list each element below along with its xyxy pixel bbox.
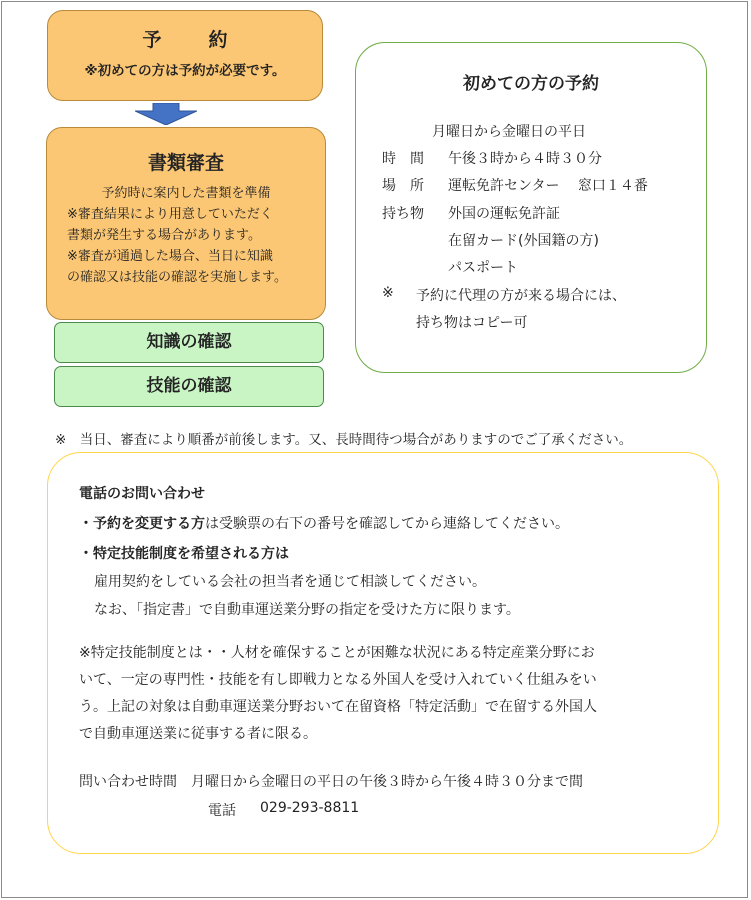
document-line: の確認又は技能の確認を実施します。: [67, 270, 287, 285]
change-reservation-bold: ・予約を変更する方: [79, 516, 205, 532]
reservation-box: [47, 10, 323, 101]
items-label: 持ち物: [382, 206, 424, 222]
specified-skill-text: 雇用契約をしている会社の担当者を通じて相談してください。: [94, 574, 486, 590]
item-text: 外国の運転免許証: [448, 206, 560, 222]
skill-check-box: 技能の確認: [54, 366, 324, 407]
phone-label: 電話: [208, 803, 236, 819]
time-value: 午後３時から４時３０分: [448, 151, 602, 167]
general-note: ※ 当日、審査により順番が前後します。又、長時間待つ場合がありますのでご了承ください。: [55, 432, 633, 448]
first-time-title: 初めての方の予約: [463, 74, 599, 94]
document-line: ※審査結果により用意していただく: [67, 207, 273, 222]
place-value: 運転免許センター 窓口１４番: [448, 178, 648, 194]
item-text: パスポート: [448, 260, 518, 276]
document-review-box: [46, 127, 326, 320]
proxy-note: 持ち物はコピー可: [416, 315, 528, 331]
change-reservation-line: [79, 513, 569, 533]
phone-inquiry-box: [47, 452, 719, 854]
change-reservation-text: は受験票の右下の番号を確認してから連絡してください。: [205, 516, 569, 532]
document-line: 書類が発生する場合があります。: [67, 228, 261, 243]
note-mark: ※: [382, 285, 394, 301]
definition-line: ※特定技能制度とは・・人材を確保することが困難な状況にある特定産業分野にお: [79, 645, 595, 661]
place-label: 場 所: [382, 178, 424, 194]
document-line: ※審査が通過した場合、当日に知識: [67, 249, 273, 264]
phone-inquiry-heading: 電話のお問い合わせ: [79, 486, 205, 502]
specified-skill-heading: ・特定技能制度を希望される方は: [79, 546, 289, 562]
time-label: 時 間: [382, 151, 424, 167]
document-review-title: 書類審査: [147, 152, 224, 174]
definition-line: いて、一定の専門性・技能を有し即戦力となる外国人を受け入れていく仕組みをい: [79, 672, 597, 688]
first-time-reservation-box: [355, 42, 707, 373]
days-text: 月曜日から金曜日の平日: [432, 124, 586, 140]
specified-skill-text: なお、「指定書」で自動車運送業分野の指定を受けた方に限ります。: [94, 602, 520, 618]
phone-number: 029-293-8811: [260, 800, 360, 816]
definition-line: で自動車運送業に従事する者に限る。: [79, 726, 317, 742]
inquiry-hours: 問い合わせ時間 月曜日から金曜日の平日の午後３時から午後４時３０分まで間: [79, 774, 583, 790]
definition-line: う。上記の対象は自動車運送業分野おいて在留資格「特定活動」で在留する外国人: [79, 699, 597, 715]
proxy-note: 予約に代理の方が来る場合には、: [416, 288, 626, 304]
reservation-title: 予 約: [142, 29, 242, 51]
down-arrow-icon: [135, 103, 197, 125]
item-text: 在留カード(外国籍の方): [448, 233, 599, 249]
reservation-note: ※初めての方は予約が必要です。: [84, 63, 286, 79]
knowledge-check-box: 知識の確認: [54, 322, 324, 363]
document-line: 予約時に案内した書類を準備: [101, 186, 271, 201]
